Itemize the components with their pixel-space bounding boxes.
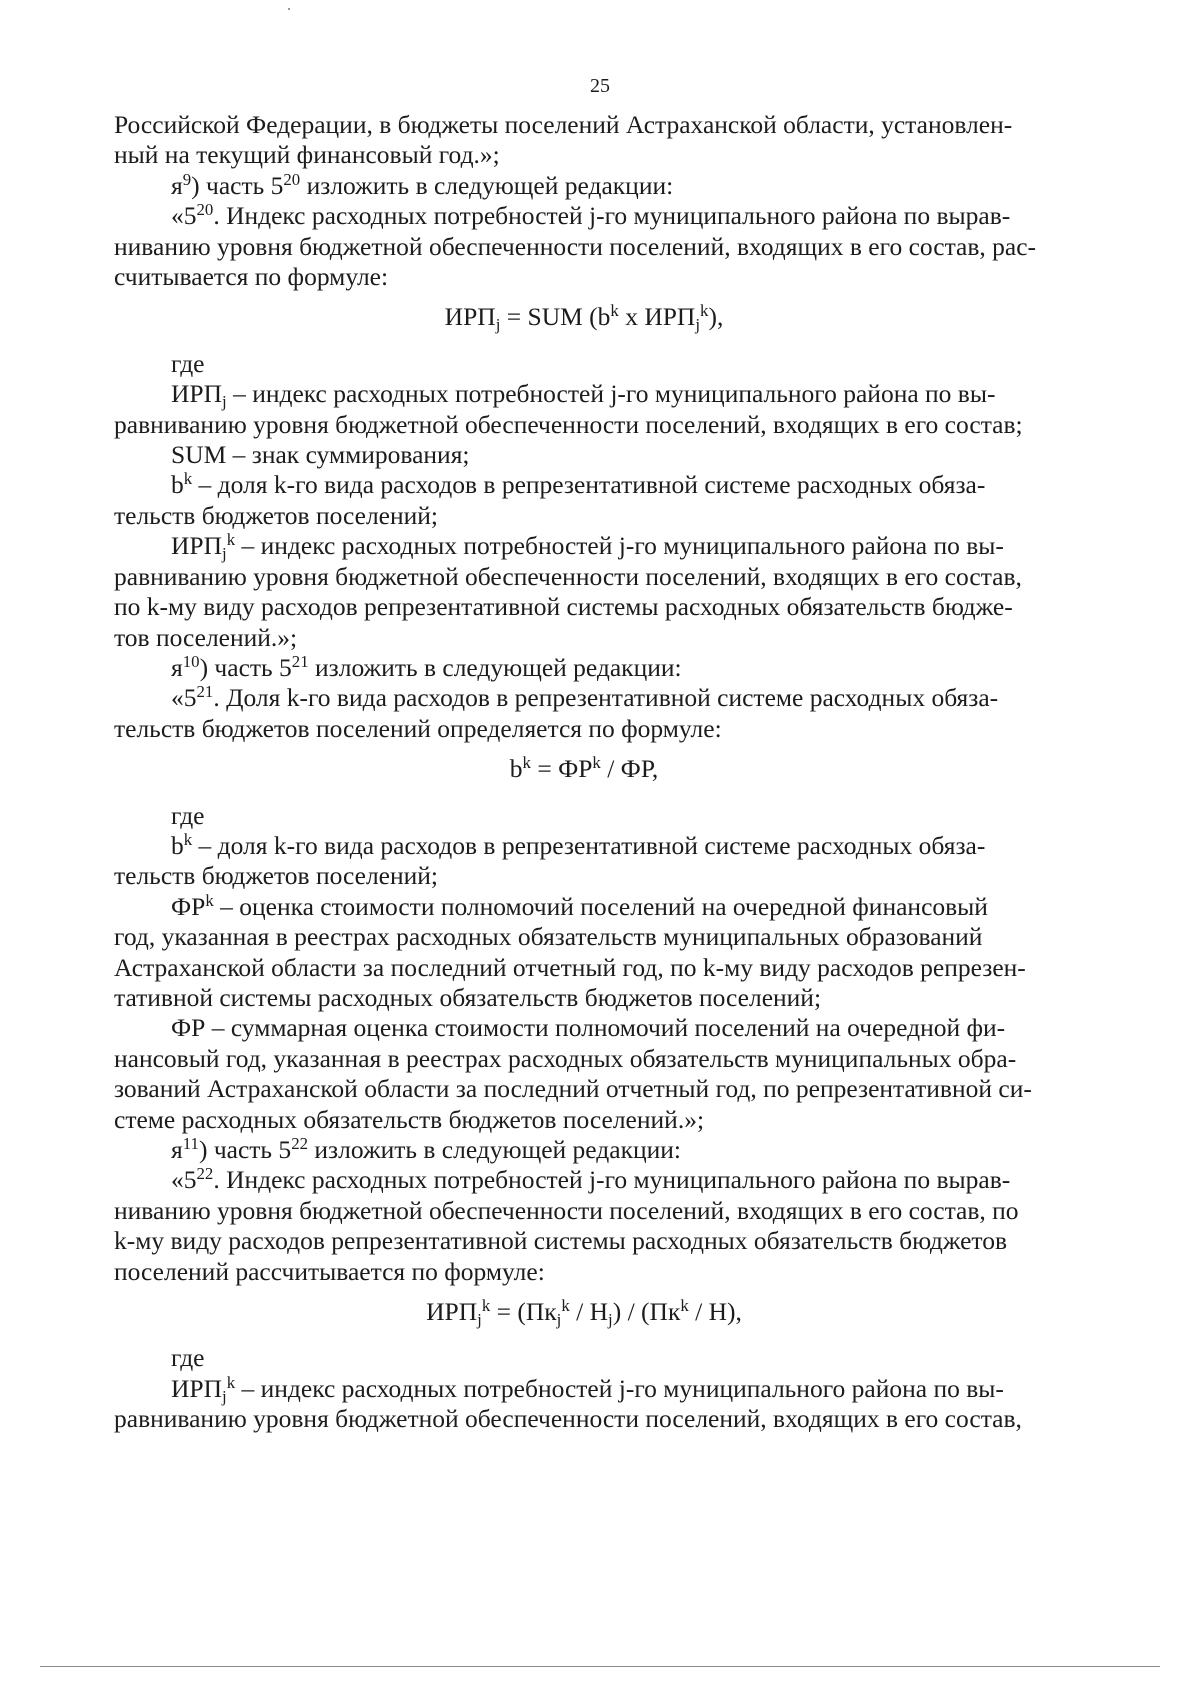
formula: $ИРП_j^k = (Пк_j^k / Н_j) / (Пк^k / Н)$, <box>426 1295 742 1330</box>
document-body <box>114 110 1054 1435</box>
amendment-heading: $я^{10}$) часть $5^{21}$ изложить в следующей редакции: <box>171 651 682 682</box>
paragraph: «$5^{20}$. Индекс расходных потребностей j-го муниципального района по вырав- ниванию уровня бюджетной обеспеченности поселений, входящих в его состав, рас- считывается по формуле: <box>114 199 1037 292</box>
page-number: 25 <box>590 75 610 97</box>
definition: SUM – знак суммирования; <box>171 440 470 470</box>
where-label: где <box>171 1343 205 1373</box>
definition: ФР – суммарная оценка стоимости полномочий поселений на очередной фи- нансовый год, указанная в реестрах расходных обязательств муниципальных обра- зований Астраханской области за последний отчетный год, по репрезентативной си- стеме расходных обязательств бюджетов поселений.»; <box>114 1013 1032 1134</box>
paragraph: «$5^{21}$. Доля k-го вида расходов в репрезентативной системе расходных обяза- тельств бюджетов поселений определяется по формуле: <box>114 682 999 743</box>
definition: $b^k$ – доля k-го вида расходов в репрезентативной системе расходных обяза- тельств бюджетов поселений; <box>114 469 986 530</box>
bottom-rule <box>40 1666 1160 1667</box>
where-label: где <box>171 800 205 830</box>
definition: $ИРП_j$ – индекс расходных потребностей j-го муниципального района по вы- равниванию уровня бюджетной обеспеченности поселений, входящих в его состав; <box>114 379 1023 439</box>
amendment-heading: $я^{11}$) часть $5^{22}$ изложить в следующей редакции: <box>171 1133 681 1164</box>
definition: $b^k$ – доля k-го вида расходов в репрезентативной системе расходных обяза- тельств бюджетов поселений; <box>114 829 986 891</box>
definition: $ФР^k$ – оценка стоимости полномочий поселений на очередной финансовый год, указанная в реестрах расходных обязательств муниципальных образований Астраханской области за последний отчетный год, по k-му виду расходов репрезен- тативной системы расходных обязательств бюджетов поселений; <box>114 890 1026 1012</box>
scan-speck <box>288 8 290 10</box>
formula: $ИРП_j$ = SUM ($b^k$ x $ИРП_j^k$), <box>444 301 724 335</box>
amendment-heading: $я^9$) часть $5^{20}$ изложить в следующей редакции: <box>171 169 674 200</box>
definition: $ИРП_j^k$ – индекс расходных потребностей j-го муниципального района по вы- равниванию уровня бюджетной обеспеченности поселений, входящих в его состав, <box>114 1372 1022 1434</box>
definition: $ИРП_j^k$ – индекс расходных потребностей j-го муниципального района по вы- равниванию уровня бюджетной обеспеченности поселений, входящих в его состав, по k-му виду расходов репрезентативной системы расходных обязательств бюдже- тов поселений.»; <box>114 530 1022 652</box>
text-line: Российской Федерации, в бюджеты поселений Астраханской области, установлен- ный на текущий финансовый год.»; <box>114 110 1013 170</box>
paragraph: «$5^{22}$. Индекс расходных потребностей j-го муниципального района по вырав- ниванию уровня бюджетной обеспеченности поселений, входящих в его состав, по k-му виду расходов репрезентативной системы расходных обязательств бюджетов поселений рассчитывается по формуле: <box>114 1164 1019 1286</box>
formula: $b^k = ФР^k$ / ФР, <box>509 752 659 784</box>
where-label: где <box>171 348 205 378</box>
